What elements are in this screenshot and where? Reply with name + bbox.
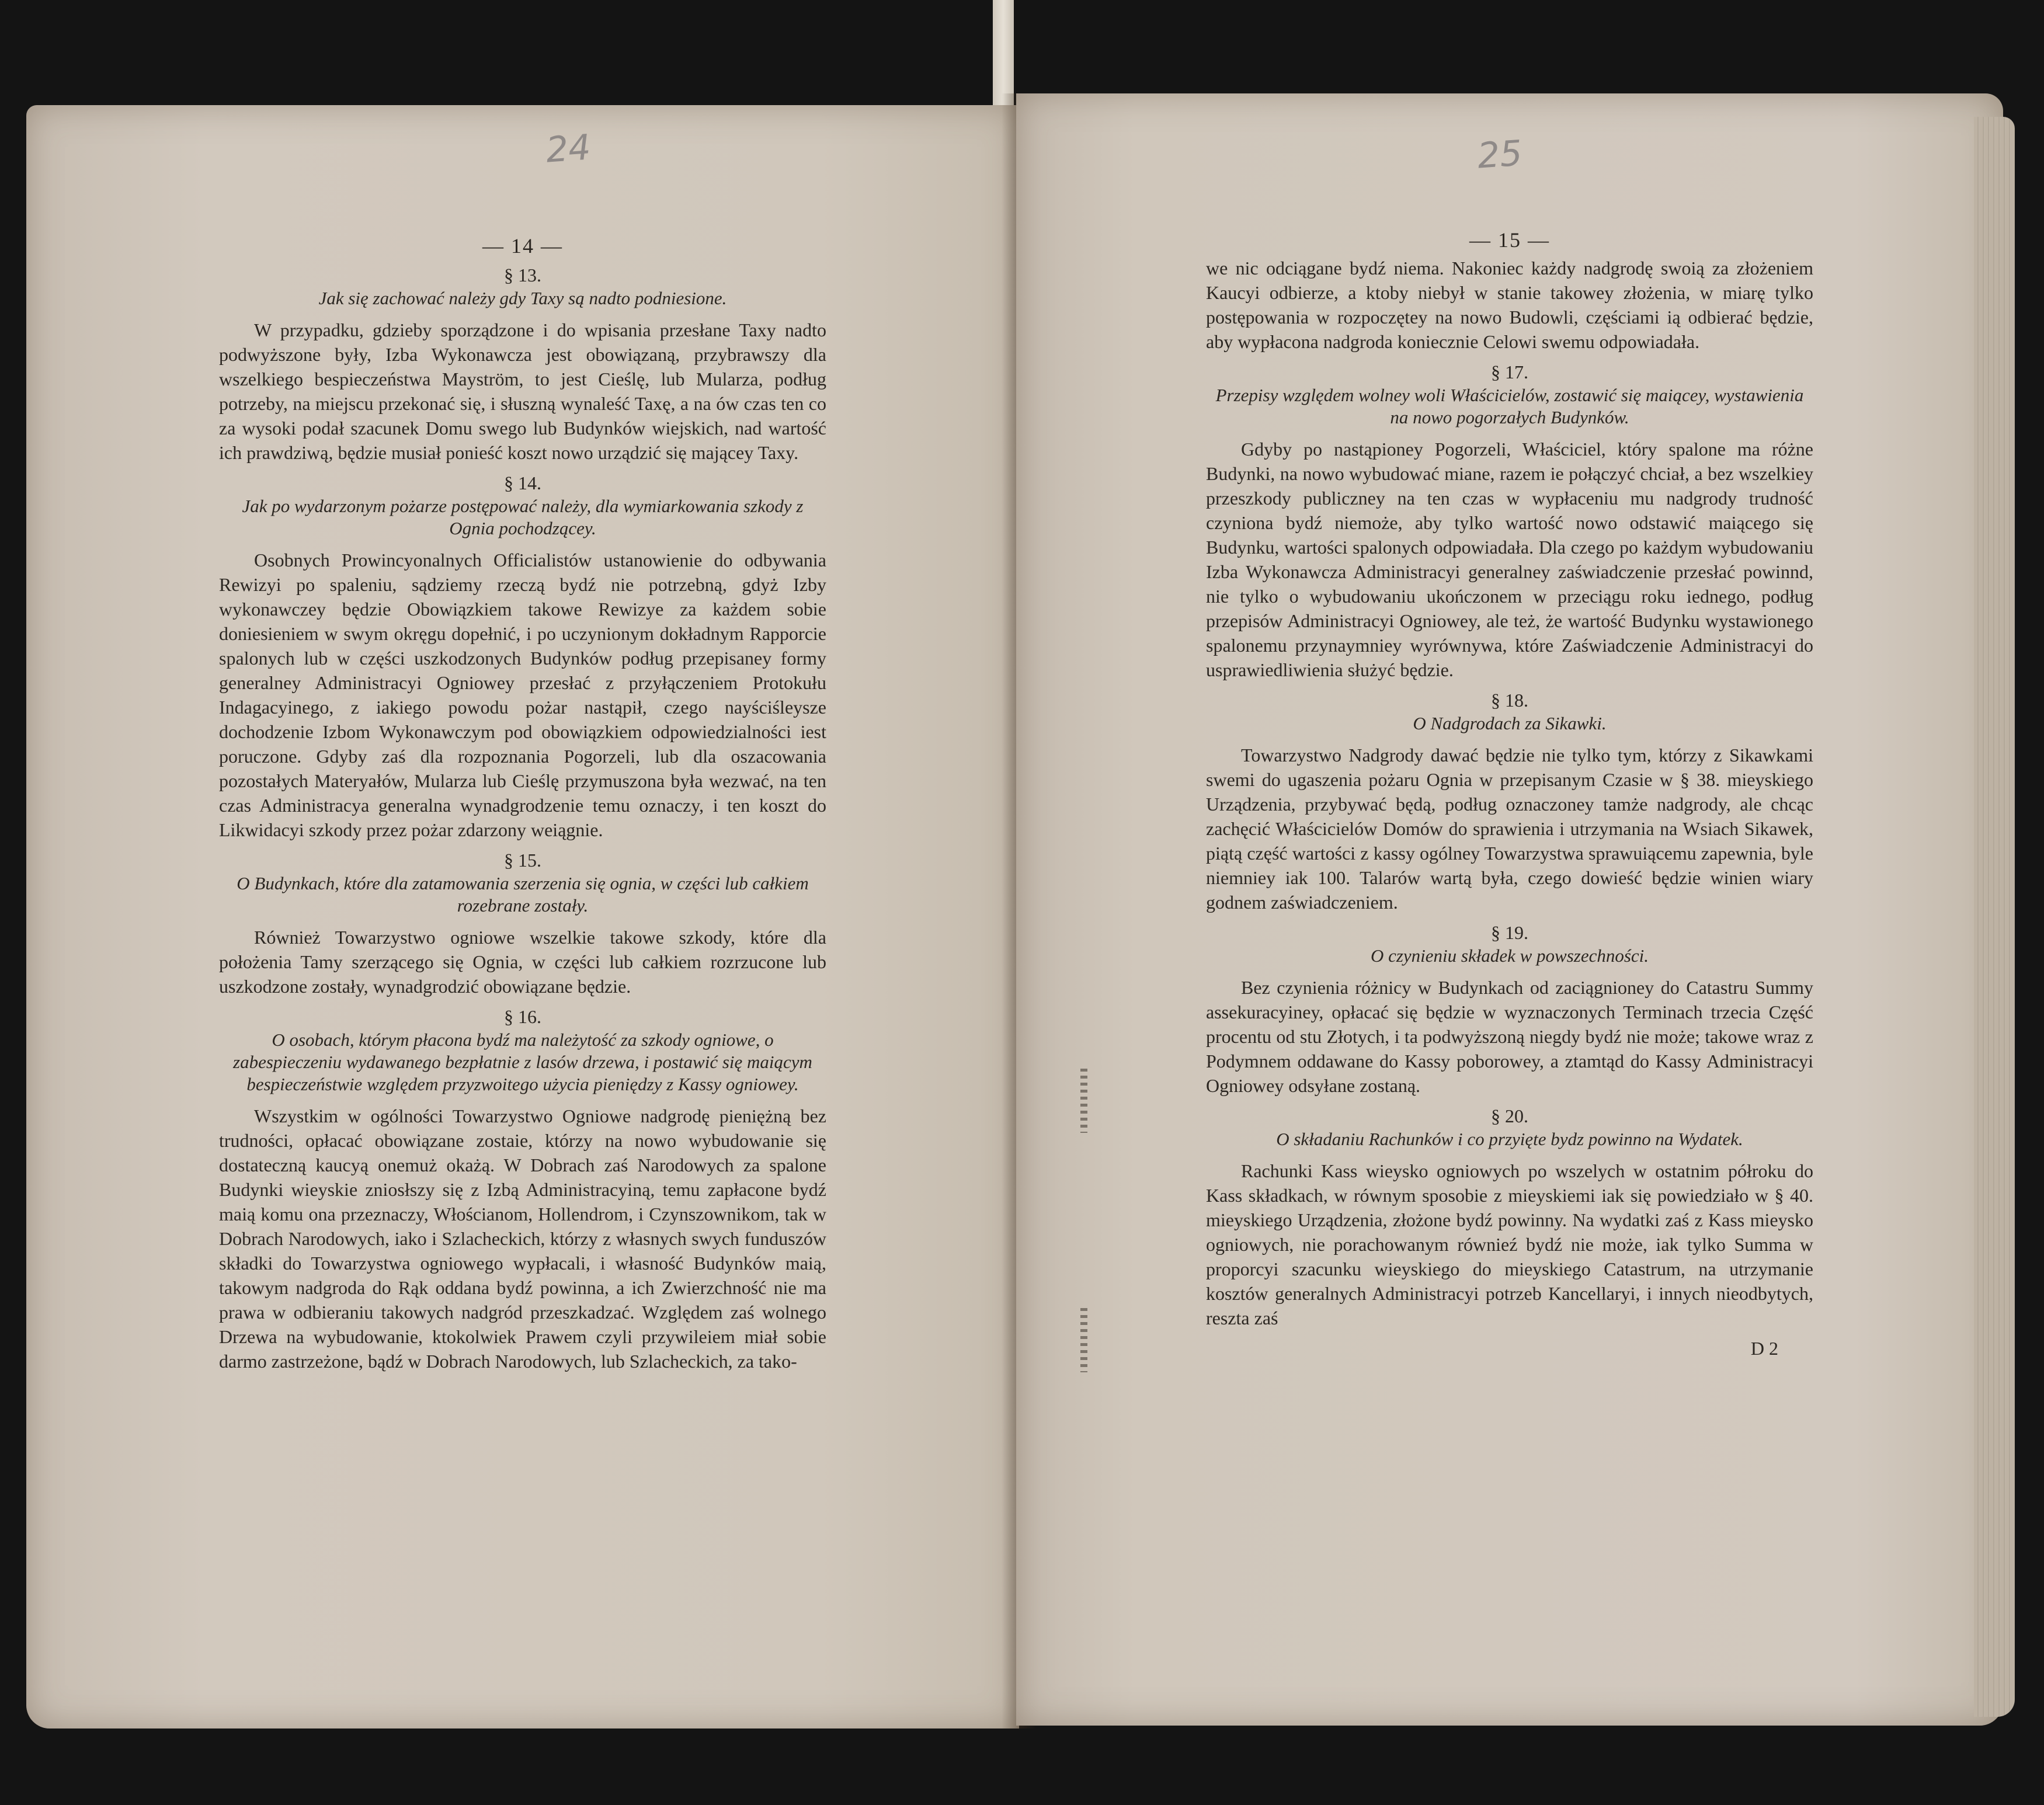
section-13-title: Jak się zachować należy gdy Taxy są nadto podniesione. [318,288,727,308]
section-13-number: § 13. [504,265,541,286]
section-14-number: § 14. [504,472,541,493]
section-17-title: Przepisy względem wolney woli Właścicielów, zostawić się maiącey, wystawienia na nowo pogorzałych Budynków. [1215,385,1804,427]
continued-paragraph: we nic odciągane bydź niema. Nakoniec każdy nadgrodę swoią za złożeniem Kaucyi odbierze, a ktoby niebył w stanie takowey złożenia, w miarę tylko postępowania w rozpoczętey na nowo Budowli, częściami ią odbierać będzie, aby wypłacona nadgroda koniecznie Celowi swemu odpowiadała. [1206,258,1813,352]
section-18-paragraph: Towarzystwo Nadgrody dawać będzie nie tylko tym, którzy z Sikawkami swemi do ugaszenia pożaru Ognia w przepisanym Czasie w § 38. mieyskiego Urządzenia, przybywać będą, podług oznaczoney tamże nadgrody, ale chcąc zachęcić Właścicielów Domów do sprawienia i utrzymania na Wsiach Sikawek, piątą część wartości z kassy ogólney Towarzystwa sprawuiącemu zapewnia, byle niemniey iak 100. Talarów wartą była, czego dowieść będzie winien wiary godnem zaświadczeniem. [1206,745,1813,913]
section-16-paragraph: Wszystkim w ogólności Towarzystwo Ogniowe nadgrodę pieniężną bez trudności, opłacać obowiązane zostaie, którzy na nowo wybudowanie się dostateczną kaucyą onemuż okażą. W Dobrach zaś Narodowych za spalone Budynki wieyskie zniosłszy się z Izbą Administracyiną, temu zapłacone bydź maią komu ona przeznaczy, Włościanom, Hollendrom, i Czynszownikom, tak w Dobrach Narodowych, iako i Szlacheckich, którzy z własnych swych funduszów składki do Towarzystwa ogniowego wypłacali, i własność Budynków maią, takowym nadgroda do Rąk oddana bydź powinna, a ich Zwierzchność nie ma prawa w odbieraniu takowych nadgród przeszkadzać. Względem zaś wolnego Drzewa na wybudowanie, ktokolwiek Prawem czyli przywileiem miał sobie darmo zastrzeżone, bądź w Dobrach Narodowych, lub Szlacheckich, za tako- [219,1105,826,1372]
right-pencil-folio: 25 [1476,133,1524,177]
right-page-text [1206,228,1813,1361]
right-page-number: — 15 — [1469,228,1550,252]
section-20-number: § 20. [1491,1105,1528,1126]
left-page-number: — 14 — [482,234,563,258]
section-16-number: § 16. [504,1006,541,1027]
section-17-paragraph: Gdyby po nastąpioney Pogorzeli, Właściciel, który spalone ma różne Budynki, na nowo wybudować miane, razem ie połączyć chciał, a bez wszelkiey przeszkody publiczney na ten czas w wypłaceniu mu nadgrody trudność czyniona bydź niemoże, aby tylko wartość nowo odstawić maiącego się Budynku, wartości spalonych odpowiadała. Dla czego po każdym wybudowaniu Izba Wykonawcza Administracyi generalney zaświadczenie przesłać powinnd, nie tylko o wybudowaniu ukończonem w przeciągu roku iednego, podług przepisów Administracyi Ogniowey, ale też, że wartość Budynku wystawionego spalonemu przynaymniey wyrównywa, które Zaświadczenie Administracyi do usprawiedliwienia służyć będzie. [1206,439,1813,680]
section-18-number: § 18. [1491,690,1528,711]
section-19-title: O czynieniu składek w powszechności. [1370,945,1649,966]
section-19-number: § 19. [1491,922,1528,943]
section-14-title: Jak po wydarzonym pożarze postępować należy, dla wymiarkowania szkody z Ognia pochodzącey. [242,496,804,538]
left-page-text [219,234,826,1379]
section-20-paragraph: Rachunki Kass wieysko ogniowych po wszelych w ostatnim półroku do Kass składkach, w równym sposobie z mieyskiemi iak się powiedziało w § 40. mieyskiego Urządzenia, złożone bydź powinny. Na wydatki zaś z Kass mieysko ogniowych, nie porachowanym równieź bydź nie może, iak tylko Summa w proporcyi szacunku wieyskiego do mieyskiego Catastrum, na utrzymanie kosztów generalnych Administracyi potrzeb Kancellaryi, i innych nieodbytych, reszta zaś [1206,1160,1813,1328]
section-17-number: § 17. [1491,361,1528,382]
left-pencil-folio: 24 [544,127,592,171]
section-14-paragraph: Osobnych Prowincyonalnych Officialistów ustanowienie do odbywania Rewizyi po spaleniu, sądziemy rzeczą bydź nie potrzebną, gdyż Izby wykonawczey będzie Obowiązkiem takowe Rewizye za każdem sobie doniesieniem w swym okręgu dopełnić, i po uczynionym dokładnym Rapporcie spalonych lub w części uszkodzonych Budynków podług przepisaney formy generalney Administracyi Ogniowey przesłać z przyłączeniem Protokułu Indagacyinego, z iakiego powodu pożar nastąpił, czego nayściśleysze dochodzenie Izbom Wykonawczym pod obowiązkiem odpowiedzialności iest poruczone. Gdyby zaś dla rozpoznania Pogorzeli, lub dla oszacowania pozostałych Materyałów, Mularza lub Cieślę przymuszona była wezwać, na ten czas Administracya generalna wynadgrodzenie temu oznaczy, i ten koszt do Likwidacyi szkody przez pożar zdarzony weiągnie. [219,550,826,840]
section-19-paragraph: Bez czynienia różnicy w Budynkach od zaciągnioney do Catastru Summy assekuracyiney, opłacać się będzie w wyznaczonych Terminach trzecia Część procentu od stu Złotych, i ta podwyższoną niegdy bydź nie może; takowe wraz z Podymnem oddawane do Kassy poborowey, a ztamtąd do Kassy Administracyi Ogniowey odsyłane zostaną. [1206,977,1813,1096]
section-15-number: § 15. [504,850,541,871]
page-edge-stack [1974,117,2015,1717]
right-page [1016,93,2003,1726]
stitch-mark-upper [1080,1069,1087,1133]
section-16-title: O osobach, którym płacona bydź ma należytość za szkody ogniowe, o zabespieczeniu wydawanego bezpłatnie z lasów drzewa, i postawić się maiącym bespieczeństwie względem przyzwoitego użycia pieniędzy z Kassy ogniowey. [233,1030,812,1094]
section-18-title: O Nadgrodach za Sikawki. [1413,713,1607,733]
section-13-paragraph: W przypadku, gdzieby sporządzone i do wpisania przesłane Taxy nadto podwyższone były, Izba Wykonawcza jest obowiązaną, przybrawszy dla wszelkiego bespieczeństwa Mayström, to jest Cieślę, lub Mularza, podług potrzeby, na miejscu przekonać się, i słuszną wynaleść Taxę, a na ów czas ten co za wysoki podał szacunek Domu swego lub Budynków wiejskich, nad wartość ich prawdziwą, będzie musiał ponieść koszt nowo urządzić się mającey Taxy. [219,319,826,463]
signature-mark: D 2 [1750,1338,1778,1359]
left-page [26,105,1019,1729]
stitch-mark-lower [1080,1308,1087,1372]
section-15-paragraph: Również Towarzystwo ogniowe wszelkie takowe szkody, które dla położenia Tamy szerzącego się Ognia, w części lub całkiem rozrzucone lub uszkodzone zostały, wynadgrodzić obowiązane będzie. [219,927,826,997]
section-20-title: O składaniu Rachunków i co przyięte bydz powinno na Wydatek. [1276,1129,1743,1149]
section-15-title: O Budynkach, które dla zatamowania szerzenia się ognia, w części lub całkiem rozebrane zostały. [237,873,809,916]
